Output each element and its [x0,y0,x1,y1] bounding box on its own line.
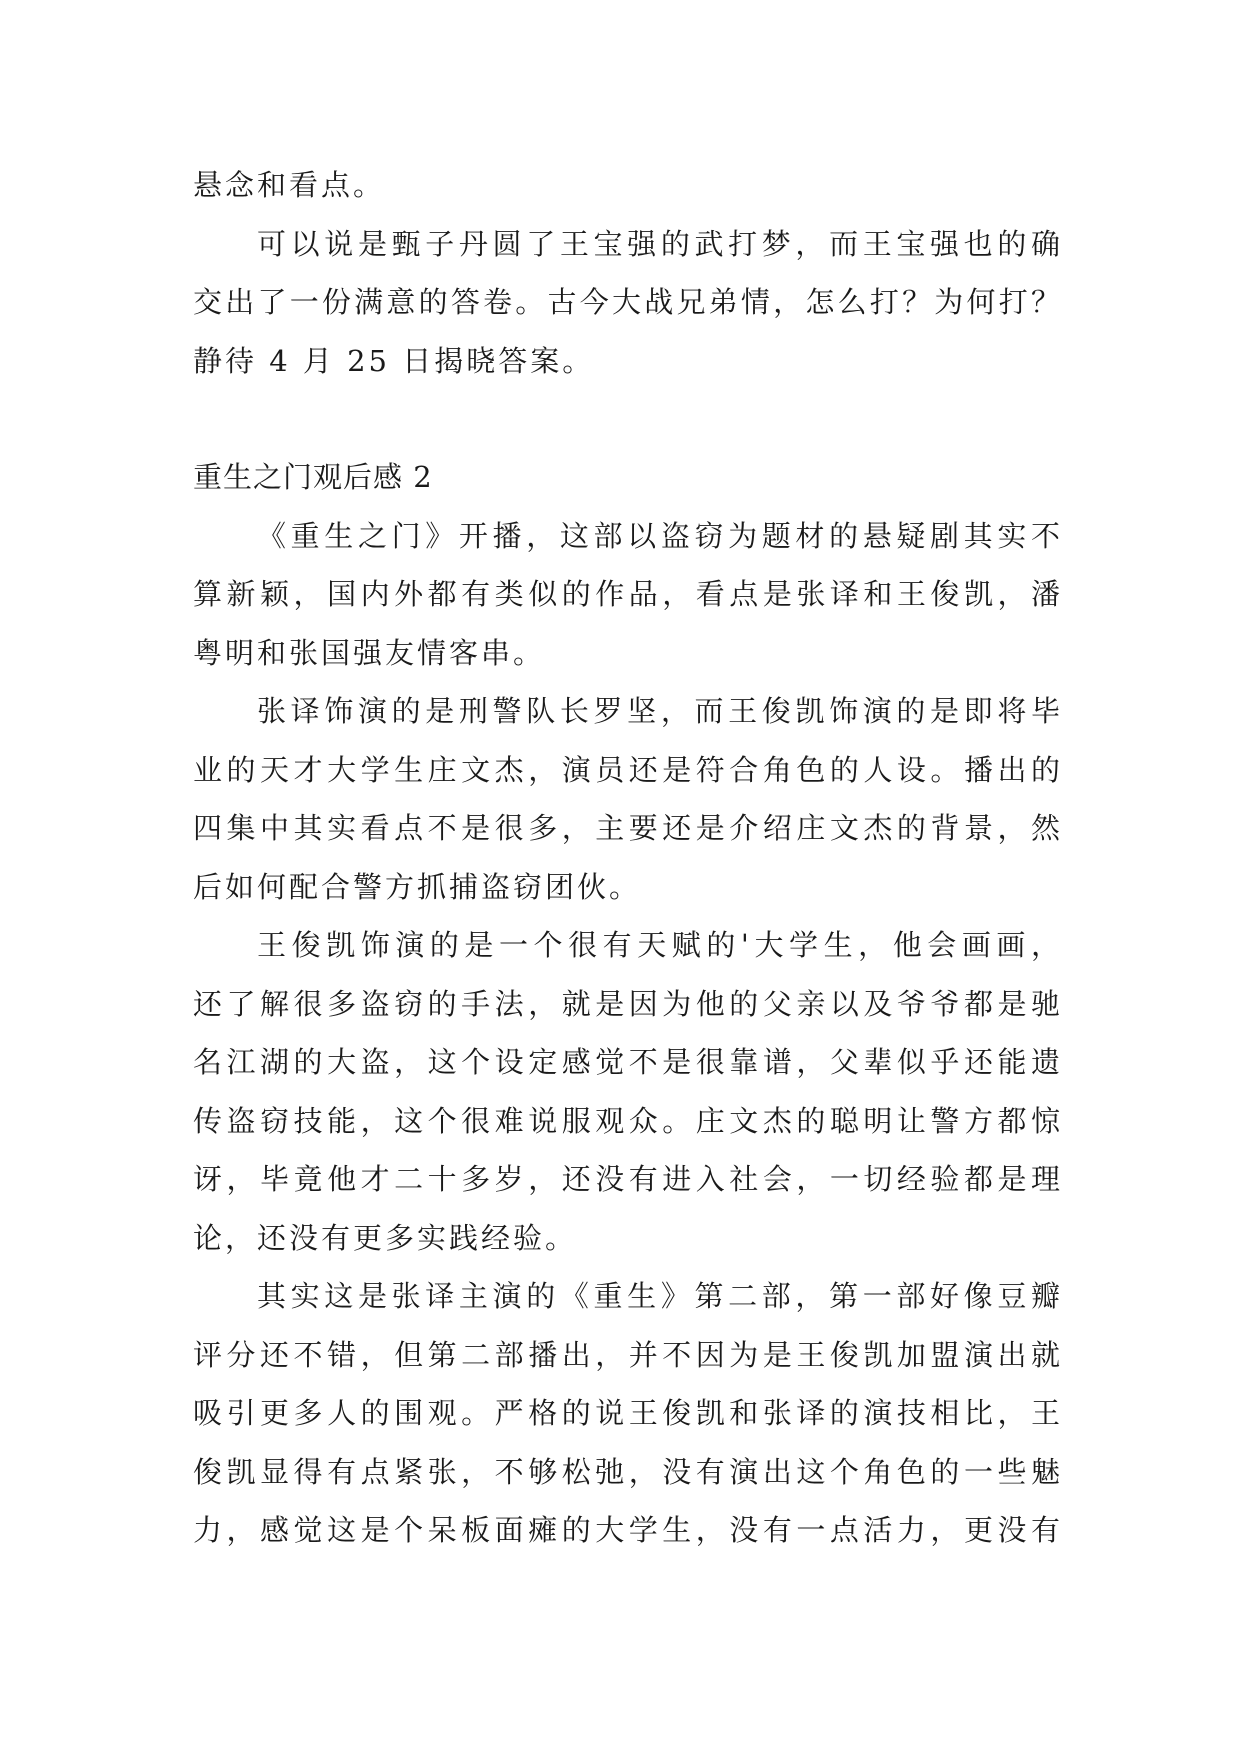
text-line: 四集中其实看点不是很多，主要还是介绍庄文杰的背景，然 [193,811,1063,845]
text-line: 其实这是张译主演的《重生》第二部，第一部好像豆瓣 [257,1279,1063,1313]
text-line: 论，还没有更多实践经验。 [193,1220,578,1255]
text-line: 张译饰演的是刑警队长罗坚，而王俊凯饰演的是即将毕 [257,694,1063,728]
text-line: 还了解很多盗窃的手法，就是因为他的父亲以及爷爷都是驰 [193,986,1063,1021]
text-line: 静待 4 月 25 日揭晓答案。 [193,343,595,378]
text-line: 评分还不错，但第二部播出，并不因为是王俊凯加盟演出就 [193,1337,1063,1372]
text-line: 粤明和张国强友情客串。 [193,635,546,670]
text-line: 《重生之门》开播，这部以盗窃为题材的悬疑剧其实不 [257,518,1063,553]
paragraph-gap [193,390,1063,448]
section-heading: 重生之门观后感 2 [193,460,433,494]
text-line: 名江湖的大盗，这个设定感觉不是很靠谱，父辈似乎还能遗 [193,1045,1063,1079]
text-line: 算新颖，国内外都有类似的作品，看点是张译和王俊凯，潘 [193,577,1063,611]
text-line: 讶，毕竟他才二十多岁，还没有进入社会，一切经验都是理 [193,1162,1063,1196]
text-line: 吸引更多人的围观。严格的说王俊凯和张译的演技相比，王 [193,1396,1063,1430]
document-body [193,156,1063,1560]
text-line: 交出了一份满意的答卷。古今大战兄弟情，怎么打？为何打？ [193,285,1063,319]
text-line: 业的天才大学生庄文杰，演员还是符合角色的人设。播出的 [193,752,1063,787]
text-line: 传盗窃技能，这个很难说服观众。庄文杰的聪明让警方都惊 [193,1103,1063,1138]
text-line: 俊凯显得有点紧张，不够松弛，没有演出这个角色的一些魅 [193,1454,1063,1489]
text-line: 力，感觉这是个呆板面瘫的大学生，没有一点活力，更没有 [193,1513,1063,1547]
text-line: 悬念和看点。 [193,168,386,202]
text-line: 后如何配合警方抓捕盗窃团伙。 [193,869,642,904]
text-line: 可以说是甄子丹圆了王宝强的武打梦，而王宝强也的确 [257,226,1063,261]
text-line: 王俊凯饰演的是一个很有天赋的'大学生，他会画画， [257,928,1063,962]
